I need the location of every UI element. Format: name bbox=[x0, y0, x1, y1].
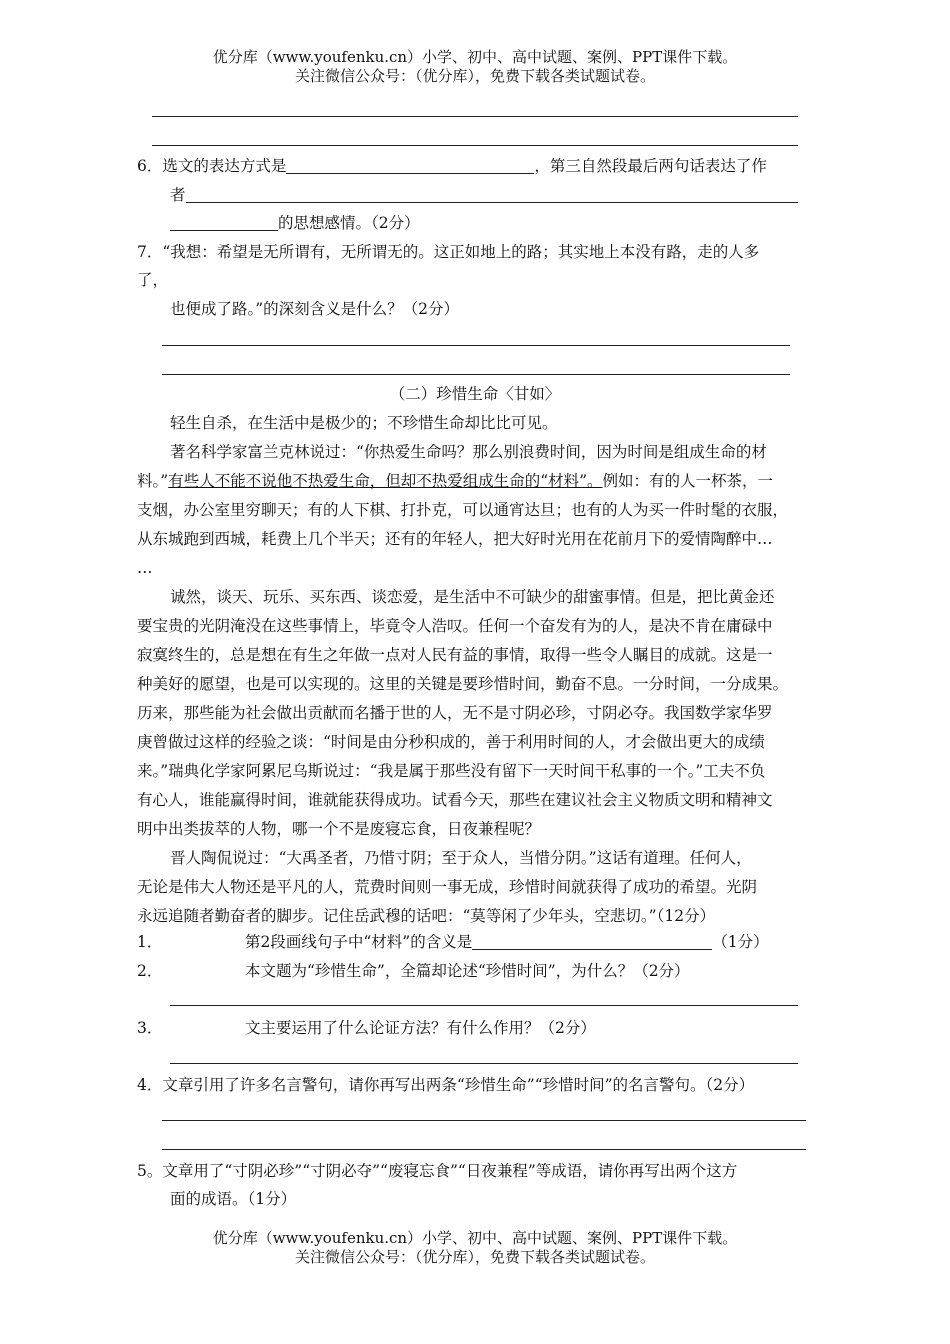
q6-text-b: ，第三自然段最后两句话表达了作 bbox=[534, 157, 767, 175]
q3-text: 文主要运用了什么论证方法？有什么作用？（2分） bbox=[245, 1019, 596, 1037]
answer-line bbox=[162, 1120, 806, 1121]
passage-p3-line: 种美好的愿望，也是可以实现的。这里的关键是要珍惜时间，勤奋不息。一分时间，一分成果。 bbox=[137, 675, 789, 693]
q6-line-1 bbox=[137, 156, 767, 176]
p2-text-a: 料。” bbox=[137, 472, 169, 490]
passage-p3-line: 历来，那些能为社会做出贡献而名播于世的人，无不是寸阴必珍，寸阴必夺。我国数学家华罗 bbox=[137, 704, 773, 722]
q1-text: 第2段画线句子中“材料”的含义是 bbox=[245, 933, 473, 951]
passage-p2-line: 从东城跑到西城，耗费上几个半天；还有的年轻人，把大好时光用在花前月下的爱情陶醉中… bbox=[137, 530, 773, 548]
q1-answer-blank[interactable] bbox=[472, 933, 712, 950]
passage-p2-line: … bbox=[137, 559, 153, 577]
q4-text: 4．文章引用了许多名言警句，请你再写出两条“珍惜生命”“珍惜时间”的名言警句。（2分） bbox=[137, 1076, 755, 1094]
q1-line bbox=[245, 932, 769, 952]
underlined-sentence: 有些人不能不说他不热爱生命，但却不热爱组成生命的“材料”。 bbox=[168, 472, 603, 490]
q5-line-2: 面的成语。（1分） bbox=[170, 1190, 297, 1208]
passage-p2-line: 著名科学家富兰克林说过：“你热爱生命吗？那么别浪费时间，因为时间是组成生命的材 bbox=[170, 443, 767, 461]
q3-number: 3． bbox=[137, 1019, 163, 1037]
answer-line bbox=[152, 145, 798, 146]
p2-text-b: 例如：有的人一杯茶，一 bbox=[602, 472, 774, 490]
answer-line bbox=[162, 1149, 806, 1150]
passage-p4-line: 晋人陶侃说过：“大禹圣者，乃惜寸阴；至于众人，当惜分阴。”这话有道理。任何人， bbox=[170, 849, 752, 867]
answer-line bbox=[162, 374, 790, 375]
q6-text-c: 者 bbox=[170, 186, 186, 204]
answer-line bbox=[162, 345, 790, 346]
passage-p4-line: 无论是伟大人物还是平凡的人，荒费时间则一事无成，珍惜时间就获得了成功的希望。光阴 bbox=[137, 878, 758, 896]
q6-text-d: 的思想感情。（2分） bbox=[278, 214, 420, 232]
q6-line-3 bbox=[170, 213, 420, 233]
q1-number: 1． bbox=[137, 933, 163, 951]
q6-answer-blank-3[interactable] bbox=[170, 214, 278, 231]
q6-line-2 bbox=[170, 185, 798, 205]
answer-line bbox=[170, 1063, 798, 1064]
passage-p2-line bbox=[137, 471, 773, 491]
q7-line-3: 也便成了路。”的深刻含义是什么？（2分） bbox=[170, 300, 460, 318]
passage-p3-line: 诚然，谈天、玩乐、买东西、谈恋爱，是生活中不可缺少的甜蜜事情。但是，把比黄金还 bbox=[170, 588, 775, 606]
q2-text: 本文题为“珍惜生命”，全篇却论述“珍惜时间”，为什么？（2分） bbox=[245, 962, 690, 980]
q7-line-1: 7．“我想：希望是无所谓有，无所谓无的。这正如地上的路；其实地上本没有路，走的人多 bbox=[137, 243, 760, 261]
passage-p3-line: 要宝贵的光阴淹没在这些事情上，毕竟令人浩叹。任何一个奋发有为的人，是决不肯在庸碌中 bbox=[137, 617, 773, 635]
q1-score: （1分） bbox=[712, 933, 769, 951]
passage-p3-line: 来。”瑞典化学家阿累尼乌斯说过：“我是属于那些没有留下一天时间干私事的一个。”工夫不负 bbox=[137, 762, 766, 780]
answer-line bbox=[152, 116, 798, 117]
passage-p3-line: 寂寞终生的，总是想在有生之年做一点对人民有益的事情，取得一些令人瞩目的成就。这是一 bbox=[137, 646, 773, 664]
q6-answer-blank-2[interactable] bbox=[186, 186, 798, 203]
section-title: （二）珍惜生命〈甘如〉 bbox=[389, 385, 561, 403]
passage-p2-line: 支烟，办公室里穷聊天；有的人下棋、打扑克，可以通宵达旦；也有的人为买一件时髦的衣服， bbox=[137, 501, 789, 519]
q5-line-1: 5。文章用了“寸阴必珍”“寸阴必夺”“废寝忘食”“日夜兼程”等成语，请你再写出两个这方 bbox=[137, 1162, 738, 1180]
header-line-1: 优分库（www.youfenku.cn）小学、初中、高中试题、案例、PPT课件下载。 bbox=[212, 48, 738, 66]
passage-p4-line: 永远追随者勤奋者的脚步。记住岳武穆的话吧：“莫等闲了少年头，空悲切。”（12分） bbox=[137, 907, 716, 925]
footer-line-2: 关注微信公众号：（优分库），免费下载各类试题试卷。 bbox=[294, 1248, 655, 1266]
q6-answer-blank-1[interactable] bbox=[286, 157, 534, 174]
header-line-2: 关注微信公众号：（优分库），免费下载各类试题试卷。 bbox=[294, 67, 655, 85]
q2-number: 2． bbox=[137, 962, 163, 980]
answer-line bbox=[170, 1005, 798, 1006]
footer-line-1: 优分库（www.youfenku.cn）小学、初中、高中试题、案例、PPT课件下载。 bbox=[212, 1229, 738, 1247]
passage-p3-line: 庚曾做过这样的经验之谈：“时间是由分秒积成的，善于利用时间的人，才会做出更大的成绩 bbox=[137, 733, 765, 751]
passage-p3-line: 有心人，谁能赢得时间，谁就能获得成功。试看今天，那些在建议社会主义物质文明和精神文 bbox=[137, 791, 773, 809]
passage-p1: 轻生自杀，在生活中是极少的；不珍惜生命却比比可见。 bbox=[170, 414, 558, 432]
q6-text-a: 6．选文的表达方式是 bbox=[137, 157, 287, 175]
q7-line-2: 了， bbox=[137, 271, 169, 289]
passage-p3-line: 明中出类拔萃的人物，哪一个不是废寝忘食，日夜兼程呢？ bbox=[137, 820, 541, 838]
